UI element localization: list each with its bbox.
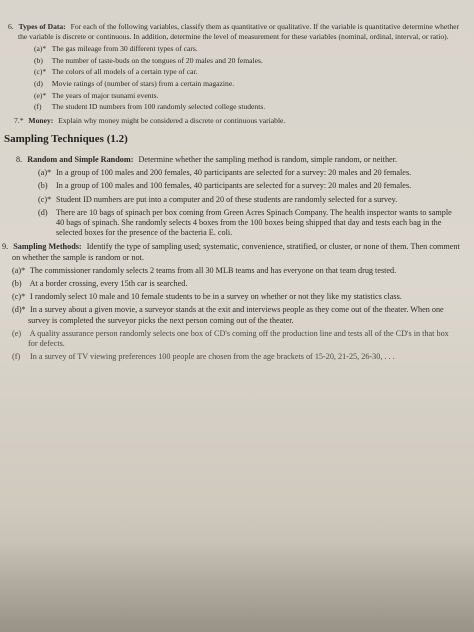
question-9-header [2,242,460,262]
item-text: Movie ratings of (number of stars) from a certain magazine. [51,78,235,88]
item-label: (c)* [12,292,26,302]
question-6-number: 6. [8,22,14,31]
item-text: At a border crossing, every 15th car is searched. [29,278,188,288]
question-6-items [34,44,460,112]
question-8-text: Determine whether the sampling method is random, simple random, or neither. [138,154,397,164]
item-label: (b) [34,55,43,65]
question-6-item-b [34,56,460,66]
item-label: (d)* [12,305,26,315]
item-label: (a)* [12,265,26,275]
item-label: (e) [12,328,22,338]
item-label: (c)* [38,194,52,204]
question-9-item-c [12,292,460,302]
item-text: The commissioner randomly selects 2 teams from all 30 MLB teams and has everyone on that team drug tested. [29,265,397,275]
question-6-item-a [34,44,460,54]
question-9-item-e [12,329,460,349]
item-label: (c)* [34,67,47,77]
question-6-item-e [34,91,460,101]
item-text: There are 10 bags of spinach per box coming from Green Acres Spinach Company. The health inspector wants to sample 40 bags of spinach. She randomly selects 4 boxes from the 100 boxes being shipped that day and tests each bag in the selected boxes for the presence of the bacteria E. coli. [55,207,452,238]
item-label: (a)* [38,168,52,178]
question-8-number: 8. [16,154,23,164]
item-text: In a survey about a given movie, a surveyor stands at the exit and interviews people as they come out of the theater. When one survey is completed the surveyor picks the next person coming out of the theater. [28,305,444,325]
question-9-item-a [12,266,460,276]
item-label: (f) [34,102,42,112]
question-6-title: Types of Data: [18,22,66,31]
question-6 [8,22,460,112]
question-6-header [8,22,460,41]
question-8-item-a [38,168,460,178]
item-text: In a group of 100 males and 200 females, 40 participants are selected for a survey: 20 males and 20 females. [56,168,412,178]
question-6-item-f [34,102,460,112]
item-text: I randomly select 10 male and 10 female students to be in a survey on whether or not they like my statistics class. [30,292,402,302]
question-8-item-c [38,195,460,205]
section-heading: Sampling Techniques (1.2) [4,133,128,146]
question-6-item-d [34,79,460,89]
question-8-items [38,168,460,238]
question-9 [2,242,460,362]
question-8-item-d [38,208,460,239]
question-9-item-f [12,352,460,362]
question-7-header [8,116,460,126]
question-8-header [16,155,460,165]
item-label: (e)* [34,90,47,100]
question-9-text: Identify the type of sampling used; systematic, convenience, stratified, or cluster, or none of them. Then comment on whether the sample is random or not. [12,242,460,262]
question-9-item-d [12,305,460,325]
question-9-number: 9. [2,242,9,252]
question-6-item-c [34,67,460,77]
document-content [2,22,460,366]
item-text: The years of major tsunami events. [51,90,159,100]
question-6-text: For each of the following variables, classify them as quantitative or qualitative. If the variable is quantitative determine whether the variable is discrete or continuous. In addition, determine the level of measurement for these variables (nominal, ordinal, interval, or ratio). [18,22,460,41]
item-text: The number of taste-buds on the tongues of 20 males and 20 females. [51,55,263,65]
question-9-title: Sampling Methods: [13,242,82,252]
question-9-items [12,266,460,363]
question-8-item-b [38,181,460,191]
item-text: A quality assurance person randomly selects one box of CD's coming off the production line and tests all of the CD's in that box for defects. [28,328,449,348]
item-text: In a group of 100 males and 100 females, 40 participants are selected for a survey: 20 males and 20 females. [56,181,412,191]
item-text: The colors of all models of a certain type of car. [51,67,198,77]
item-label: (a)* [34,44,47,54]
question-8 [8,155,460,238]
question-9-item-b [12,279,460,289]
question-8-title: Random and Simple Random: [27,154,134,164]
item-label: (b) [12,278,22,288]
item-label: (b) [38,181,48,191]
item-label: (d) [38,207,48,217]
question-7-text: Explain why money might be considered a discrete or continuous variable. [58,115,286,125]
question-7-number: 7.* [14,115,24,125]
item-label: (d) [34,78,43,88]
item-text: Student ID numbers are put into a computer and 20 of these students are randomly selected for a survey. [56,194,398,204]
question-7 [8,116,460,126]
item-text: In a survey of TV viewing preferences 100 people are chosen from the age brackets of 15-20, 21-25, 26-30, . . . [30,352,395,362]
item-text: The gas mileage from 30 different types of cars. [51,44,198,54]
item-text: The student ID numbers from 100 randomly selected college students. [51,102,266,112]
item-label: (f) [12,352,21,362]
lighting-shadow [0,542,474,632]
question-7-title: Money: [28,115,54,125]
